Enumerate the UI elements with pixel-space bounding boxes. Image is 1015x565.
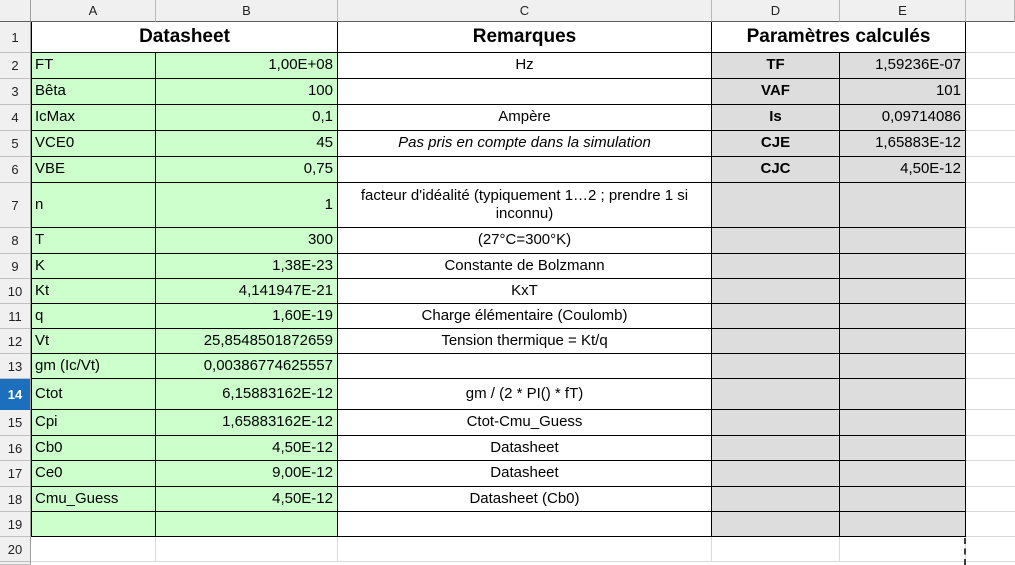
column-header-a[interactable]: A <box>31 0 156 22</box>
column-header-d[interactable]: D <box>712 0 840 22</box>
cell-label[interactable]: Kt <box>31 279 156 304</box>
sheet-row <box>0 228 1015 254</box>
cell-outside[interactable] <box>966 379 1015 410</box>
row-header[interactable]: 17 <box>0 461 31 487</box>
cell-label[interactable]: Cb0 <box>31 436 156 461</box>
remarques-title-cell[interactable]: Remarques <box>338 22 712 53</box>
cell-value[interactable]: 4,50E-12 <box>156 487 338 512</box>
cell-param-value[interactable] <box>840 183 966 228</box>
cell-f1[interactable] <box>966 22 1015 53</box>
cell-param-label[interactable] <box>712 410 840 436</box>
cell-label[interactable] <box>31 512 156 537</box>
cell-f20[interactable] <box>966 537 1015 562</box>
cell-param-value[interactable] <box>840 354 966 379</box>
cell-value[interactable]: 0,75 <box>156 157 338 183</box>
cell-value[interactable]: 25,8548501872659 <box>156 329 338 354</box>
cell-param-value[interactable] <box>840 379 966 410</box>
cell-label[interactable]: Ce0 <box>31 461 156 487</box>
cell-outside[interactable] <box>966 329 1015 354</box>
sheet-row <box>0 183 1015 228</box>
cell-param-value[interactable] <box>840 279 966 304</box>
cell-remark[interactable]: gm / (2 * PI() * fT) <box>338 379 712 410</box>
cell-remark[interactable]: (27°C=300°K) <box>338 228 712 254</box>
cell-label[interactable]: K <box>31 254 156 279</box>
cell-param-label[interactable] <box>712 228 840 254</box>
sheet-row <box>0 279 1015 304</box>
sheet-row <box>0 410 1015 436</box>
cell-label[interactable]: IcMax <box>31 105 156 131</box>
cell-value[interactable]: 6,15883162E-12 <box>156 379 338 410</box>
cell-e20[interactable] <box>840 537 966 562</box>
cell-remark[interactable]: KxT <box>338 279 712 304</box>
cell-param-value[interactable] <box>840 410 966 436</box>
cell-outside[interactable] <box>966 512 1015 537</box>
cell-b20[interactable] <box>156 537 338 562</box>
cell-param-label[interactable] <box>712 329 840 354</box>
cell-value[interactable]: 9,00E-12 <box>156 461 338 487</box>
cell-value[interactable]: 0,1 <box>156 105 338 131</box>
row-header[interactable]: 15 <box>0 410 31 436</box>
cell-outside[interactable] <box>966 183 1015 228</box>
sheet-row <box>0 304 1015 329</box>
cell-param-value[interactable] <box>840 487 966 512</box>
cell-label[interactable]: n <box>31 183 156 228</box>
cell-value[interactable]: 45 <box>156 131 338 157</box>
row-header[interactable]: 16 <box>0 436 31 461</box>
cell-a20[interactable] <box>31 537 156 562</box>
row-header[interactable]: 5 <box>0 131 31 157</box>
sheet-row <box>0 436 1015 461</box>
cell-remark[interactable]: Datasheet <box>338 461 712 487</box>
cell-param-value[interactable] <box>840 461 966 487</box>
cell-outside[interactable] <box>966 354 1015 379</box>
cell-outside[interactable] <box>966 436 1015 461</box>
row-header[interactable]: 13 <box>0 354 31 379</box>
cell-param-label[interactable]: Is <box>712 105 840 131</box>
row-header[interactable]: 2 <box>0 53 31 79</box>
cell-outside[interactable] <box>966 79 1015 105</box>
row-header[interactable]: 4 <box>0 105 31 131</box>
cell-label[interactable]: Bêta <box>31 79 156 105</box>
cell-param-label[interactable]: CJC <box>712 157 840 183</box>
row-header[interactable]: 14 <box>0 379 31 410</box>
cell-remark[interactable] <box>338 512 712 537</box>
cell-remark[interactable]: Charge élémentaire (Coulomb) <box>338 304 712 329</box>
cell-outside[interactable] <box>966 228 1015 254</box>
cell-label[interactable]: Vt <box>31 329 156 354</box>
column-header-e[interactable]: E <box>840 0 966 22</box>
cell-param-value[interactable]: 4,50E-12 <box>840 157 966 183</box>
cell-param-value[interactable] <box>840 254 966 279</box>
cell-param-label[interactable] <box>712 512 840 537</box>
cell-param-value[interactable] <box>840 436 966 461</box>
cell-value[interactable]: 1,00E+08 <box>156 53 338 79</box>
cell-param-value[interactable]: 101 <box>840 79 966 105</box>
cell-value[interactable]: 1,65883162E-12 <box>156 410 338 436</box>
cell-outside[interactable] <box>966 487 1015 512</box>
column-header-b[interactable]: B <box>156 0 338 22</box>
row-header-1[interactable]: 1 <box>0 22 31 53</box>
select-all-corner[interactable] <box>0 0 31 22</box>
cell-param-label[interactable] <box>712 279 840 304</box>
cell-param-value[interactable] <box>840 228 966 254</box>
cell-remark[interactable]: Tension thermique = Kt/q <box>338 329 712 354</box>
sheet-row <box>0 131 1015 157</box>
sheet-row-20 <box>0 537 1015 562</box>
row-header[interactable]: 18 <box>0 487 31 512</box>
cell-value[interactable]: 4,141947E-21 <box>156 279 338 304</box>
row-header[interactable]: 9 <box>0 254 31 279</box>
cell-label[interactable]: Ctot <box>31 379 156 410</box>
cell-param-label[interactable] <box>712 461 840 487</box>
cell-outside[interactable] <box>966 131 1015 157</box>
cell-param-value[interactable] <box>840 512 966 537</box>
cell-value[interactable]: 1,60E-19 <box>156 304 338 329</box>
cell-c20[interactable] <box>338 537 712 562</box>
cell-param-label[interactable]: VAF <box>712 79 840 105</box>
cell-outside[interactable] <box>966 304 1015 329</box>
cell-label[interactable]: VCE0 <box>31 131 156 157</box>
cell-param-value[interactable]: 0,09714086 <box>840 105 966 131</box>
cell-remark[interactable]: Hz <box>338 53 712 79</box>
cell-param-label[interactable] <box>712 354 840 379</box>
sheet-row <box>0 157 1015 183</box>
cell-label[interactable]: FT <box>31 53 156 79</box>
cell-remark[interactable]: Ctot-Cmu_Guess <box>338 410 712 436</box>
cell-label[interactable]: q <box>31 304 156 329</box>
cell-outside[interactable] <box>966 254 1015 279</box>
cell-value[interactable]: 1 <box>156 183 338 228</box>
cell-label[interactable]: T <box>31 228 156 254</box>
cell-remark[interactable]: facteur d'idéalité (typiquement 1…2 ; prendre 1 si inconnu) <box>338 183 712 228</box>
datasheet-title-cell[interactable]: Datasheet <box>31 22 338 53</box>
sheet-row <box>0 379 1015 410</box>
title-row <box>0 22 1015 53</box>
sheet-row <box>0 105 1015 131</box>
cell-param-label[interactable] <box>712 254 840 279</box>
column-header-row <box>0 0 1015 22</box>
row-header[interactable]: 3 <box>0 79 31 105</box>
cell-param-label[interactable] <box>712 436 840 461</box>
cell-label[interactable]: Cpi <box>31 410 156 436</box>
cell-value[interactable] <box>156 512 338 537</box>
column-header-c[interactable]: C <box>338 0 712 22</box>
sheet-row <box>0 461 1015 487</box>
cell-outside[interactable] <box>966 105 1015 131</box>
cell-value[interactable]: 4,50E-12 <box>156 436 338 461</box>
cell-remark[interactable] <box>338 79 712 105</box>
cell-param-value[interactable] <box>840 304 966 329</box>
row-header-20[interactable]: 20 <box>0 537 31 562</box>
row-header[interactable]: 7 <box>0 183 31 228</box>
sheet-row <box>0 329 1015 354</box>
sheet-row <box>0 254 1015 279</box>
row-header[interactable]: 6 <box>0 157 31 183</box>
cell-param-label[interactable] <box>712 183 840 228</box>
cell-remark[interactable]: Datasheet <box>338 436 712 461</box>
cell-remark[interactable]: Constante de Bolzmann <box>338 254 712 279</box>
sheet-row <box>0 354 1015 379</box>
cell-label[interactable]: VBE <box>31 157 156 183</box>
sheet-row <box>0 487 1015 512</box>
cell-outside[interactable] <box>966 410 1015 436</box>
row-header[interactable]: 10 <box>0 279 31 304</box>
cell-param-value[interactable]: 1,59236E-07 <box>840 53 966 79</box>
cell-outside[interactable] <box>966 53 1015 79</box>
cell-param-label[interactable]: TF <box>712 53 840 79</box>
row-header[interactable]: 8 <box>0 228 31 254</box>
cell-value[interactable]: 0,00386774625557 <box>156 354 338 379</box>
sheet-row <box>0 79 1015 105</box>
cell-d20[interactable] <box>712 537 840 562</box>
cell-value[interactable]: 300 <box>156 228 338 254</box>
cell-outside[interactable] <box>966 461 1015 487</box>
cell-param-label[interactable]: CJE <box>712 131 840 157</box>
cell-param-value[interactable]: 1,65883E-12 <box>840 131 966 157</box>
row-header[interactable]: 11 <box>0 304 31 329</box>
cell-param-label[interactable] <box>712 304 840 329</box>
cell-value[interactable]: 100 <box>156 79 338 105</box>
sheet-row <box>0 53 1015 79</box>
cell-label[interactable]: gm (Ic/Vt) <box>31 354 156 379</box>
cell-remark[interactable] <box>338 354 712 379</box>
cell-param-label[interactable] <box>712 487 840 512</box>
cell-remark[interactable]: Ampère <box>338 105 712 131</box>
sheet-row <box>0 512 1015 537</box>
column-header-f[interactable] <box>966 0 1015 22</box>
page-break-indicator <box>964 538 966 565</box>
cell-param-value[interactable] <box>840 329 966 354</box>
row-header[interactable]: 12 <box>0 329 31 354</box>
cell-outside[interactable] <box>966 279 1015 304</box>
cell-remark[interactable] <box>338 157 712 183</box>
cell-remark[interactable]: Datasheet (Cb0) <box>338 487 712 512</box>
parametres-title-cell[interactable]: Paramètres calculés <box>712 22 966 53</box>
row-header[interactable]: 19 <box>0 512 31 537</box>
cell-outside[interactable] <box>966 157 1015 183</box>
cell-param-label[interactable] <box>712 379 840 410</box>
cell-label[interactable]: Cmu_Guess <box>31 487 156 512</box>
cell-remark[interactable]: Pas pris en compte dans la simulation <box>338 131 712 157</box>
cell-value[interactable]: 1,38E-23 <box>156 254 338 279</box>
